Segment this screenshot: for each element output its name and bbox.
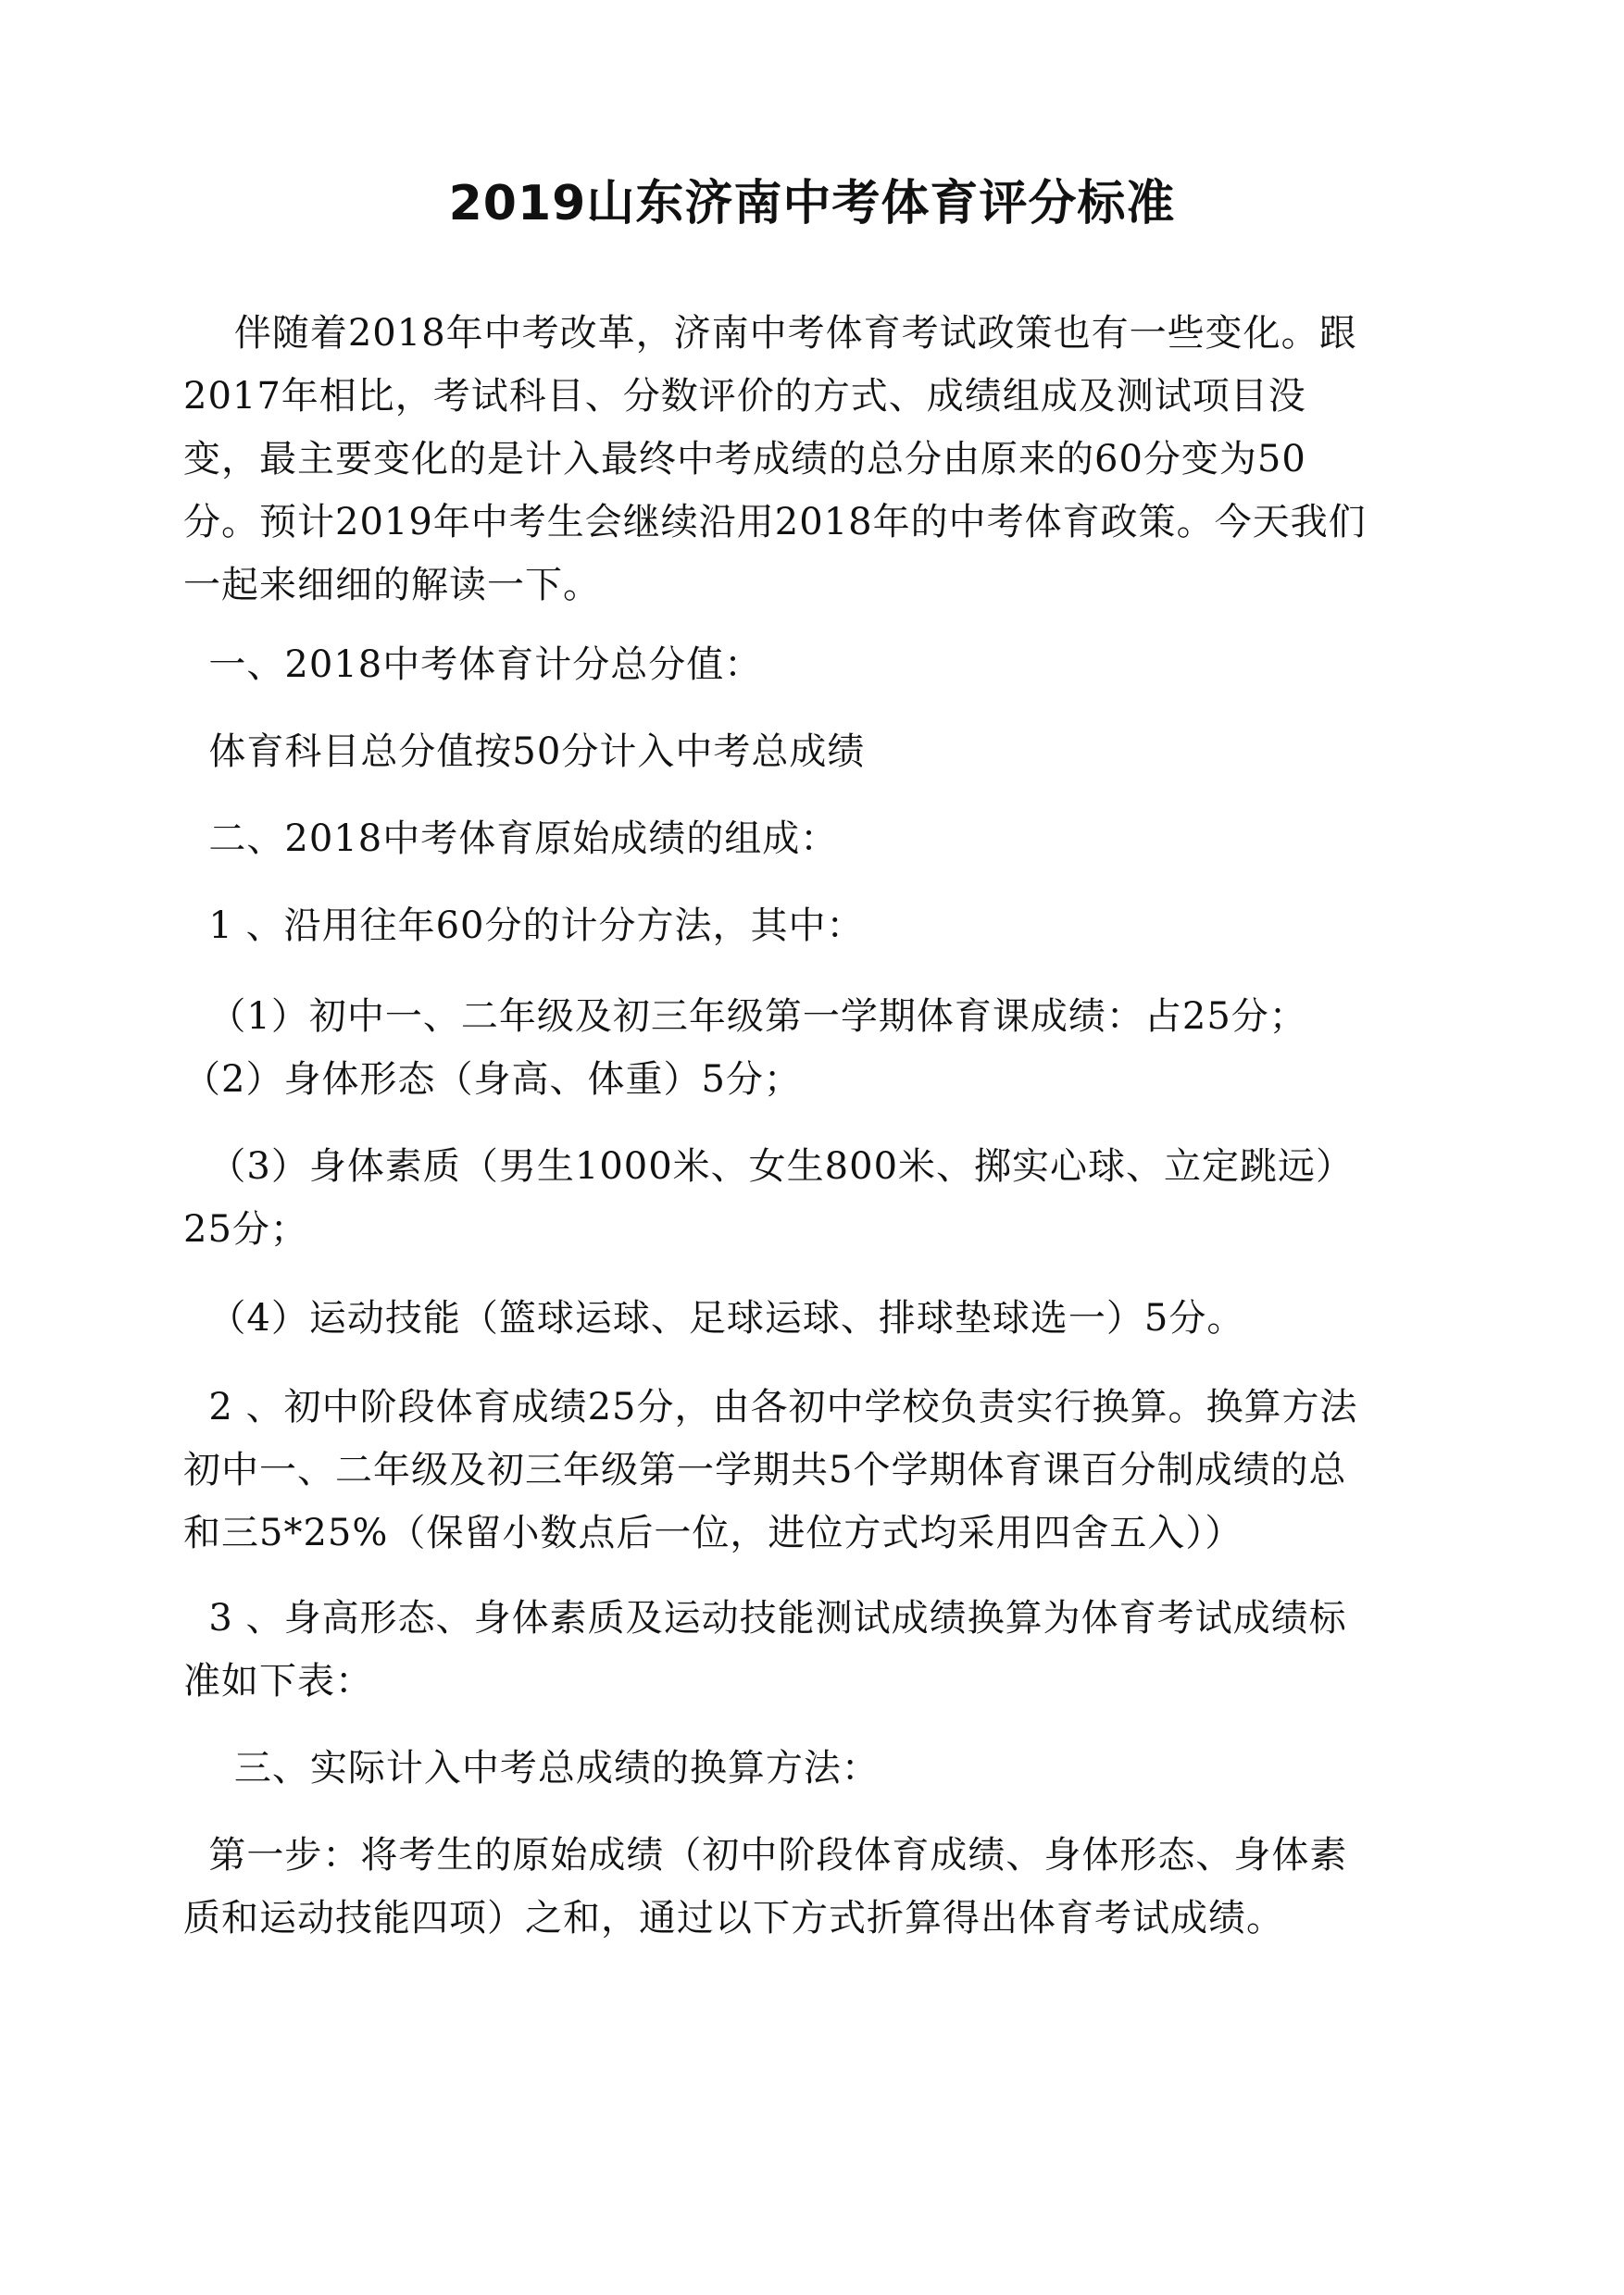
section-heading-conversion xyxy=(183,1737,1461,1800)
text-line: 分。预计2019年中考生会继续沿用2018年的中考体育政策。今天我们 xyxy=(183,501,1367,543)
text-line: （1）初中一、二年级及初三年级第一学期体育课成绩：占25分； xyxy=(183,995,1307,1038)
text-line: 一起来细细的解读一下。 xyxy=(183,564,601,606)
text-line: 体育科目总分值按50分计入中考总成绩 xyxy=(183,730,866,773)
text-line: （2）身体形态（身高、体重）5分； xyxy=(183,1058,802,1101)
text-line: （3）身体素质（男生1000米、女生800米、掷实心球、立定跳远） xyxy=(183,1145,1355,1188)
text-line: 二、2018中考体育原始成绩的组成： xyxy=(183,817,839,860)
text-line: 2017年相比，考试科目、分数评价的方式、成绩组成及测试项目没 xyxy=(183,375,1306,418)
text-line: 2 、初中阶段体育成绩25分，由各初中学校负责实行换算。换算方法 xyxy=(183,1386,1358,1428)
text-line: 第一步：将考生的原始成绩（初中阶段体育成绩、身体形态、身体素 xyxy=(183,1834,1348,1877)
text-line: 初中一、二年级及初三年级第一学期共5个学期体育课百分制成绩的总 xyxy=(183,1449,1347,1491)
sub-item-4 xyxy=(183,1287,1461,1350)
text-line: 变，最主要变化的是计入最终中考成绩的总分由原来的60分变为50 xyxy=(183,438,1306,480)
section-heading-total-score xyxy=(183,633,1461,696)
list-item-3 xyxy=(183,1587,1461,1713)
document-title: 2019山东济南中考体育评分标准 xyxy=(448,176,1176,231)
sub-item-3 xyxy=(183,1135,1461,1261)
list-item-2 xyxy=(183,1376,1461,1565)
list-item-1 xyxy=(183,894,1461,957)
text-line: 三、实际计入中考总成绩的换算方法： xyxy=(183,1747,880,1790)
sub-item-1-2 xyxy=(183,985,1461,1111)
text-line: 一、2018中考体育计分总分值： xyxy=(183,643,763,686)
section-heading-composition xyxy=(183,807,1461,870)
intro-paragraph xyxy=(183,302,1461,617)
text-line: 伴随着2018年中考改革，济南中考体育考试政策也有一些变化。跟 xyxy=(183,312,1357,355)
step-one-paragraph xyxy=(183,1824,1461,1950)
text-line: 准如下表： xyxy=(183,1660,373,1703)
text-line: 3 、身高形态、身体素质及运动技能测试成绩换算为体育考试成绩标 xyxy=(183,1597,1347,1640)
total-score-paragraph xyxy=(183,720,1461,783)
text-line: 质和运动技能四项）之和，通过以下方式折算得出体育考试成绩。 xyxy=(183,1897,1284,1940)
text-line: 25分； xyxy=(183,1208,308,1251)
text-line: 1 、沿用往年60分的计分方法，其中： xyxy=(183,904,865,947)
text-line: （4）运动技能（篮球运球、足球运球、排球垫球选一）5分。 xyxy=(183,1297,1245,1340)
text-line: 和三5*25%（保留小数点后一位，进位方式均采用四舍五入）） xyxy=(183,1512,1243,1554)
